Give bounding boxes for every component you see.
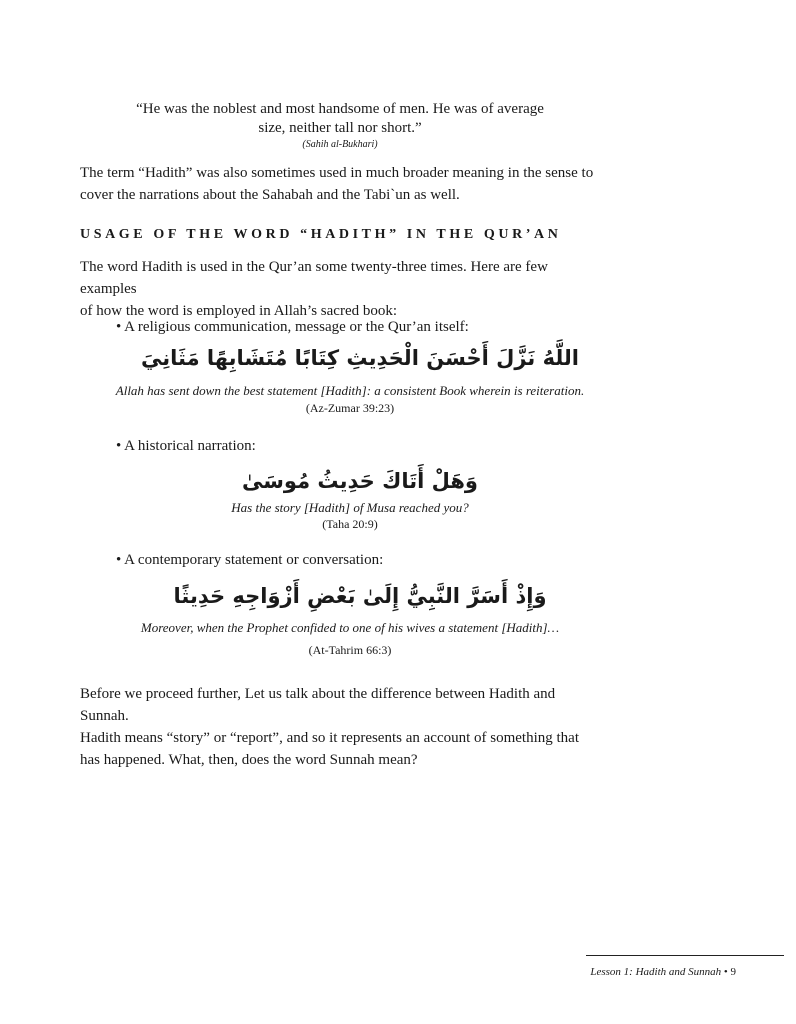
paragraph-line: cover the narrations about the Sahabah and the Tabi`un as well. bbox=[80, 187, 460, 203]
paragraph-line: Hadith means “story” or “report”, and so it represents an account of something that bbox=[80, 730, 580, 746]
opening-quote bbox=[80, 100, 600, 152]
verse-translation-1: Allah has sent down the best statement [Hadith]: a consistent Book wherein is reiteration. bbox=[115, 383, 585, 398]
paragraph-hadith-broader-meaning bbox=[80, 162, 604, 206]
quote-line-1: “He was the noblest and most handsome of men. He was of average bbox=[136, 101, 544, 117]
footer-title: Lesson 1: Hadith and Sunnah bbox=[590, 966, 722, 978]
page-footer bbox=[540, 966, 736, 978]
page-number: 9 bbox=[730, 966, 736, 978]
paragraph-line: of how the word is employed in Allah’s sacred book: bbox=[80, 303, 398, 319]
quote-line-2: size, neither tall nor short.” bbox=[258, 120, 422, 136]
arabic-verse-3: وَإِذْ أَسَرَّ النَّبِيُّ إِلَىٰ بَعْضِ أَزْوَاجِهِ حَدِيثًا bbox=[173, 584, 547, 608]
paragraph-line: The word Hadith is used in the Qur’an some twenty-three times. Here are few examples bbox=[80, 259, 548, 297]
verse-reference-3: (At-Tahrim 66:3) bbox=[308, 643, 392, 657]
footer-divider bbox=[586, 955, 784, 956]
quote-citation: (Sahih al-Bukhari) bbox=[302, 139, 378, 150]
paragraph-hadith-vs-sunnah bbox=[80, 683, 604, 771]
footer-separator: • bbox=[723, 966, 728, 978]
example-bullet-3: • A contemporary statement or conversation: bbox=[116, 552, 384, 568]
verse-reference-1: (Az-Zumar 39:23) bbox=[305, 401, 395, 415]
arabic-verse-1: اللَّهُ نَزَّلَ أَحْسَنَ الْحَدِيثِ كِتَابًا مُتَشَابِهًا مَثَانِيَ bbox=[141, 346, 579, 370]
paragraph-usage-intro bbox=[80, 256, 604, 322]
verse-translation-2: Has the story [Hadith] of Musa reached you? bbox=[231, 500, 469, 515]
example-bullet-1: • A religious communication, message or the Qur’an itself: bbox=[116, 319, 469, 335]
verse-translation-3: Moreover, when the Prophet confided to one of his wives a statement [Hadith]… bbox=[140, 620, 560, 635]
arabic-verse-2: وَهَلْ أَتَاكَ حَدِيثُ مُوسَىٰ bbox=[242, 469, 478, 493]
paragraph-line: The term “Hadith” was also sometimes used in much broader meaning in the sense to bbox=[80, 165, 594, 181]
paragraph-line: has happened. What, then, does the word Sunnah mean? bbox=[80, 752, 418, 768]
example-bullet-2: • A historical narration: bbox=[116, 438, 256, 454]
paragraph-line: Before we proceed further, Let us talk about the difference between Hadith and Sunnah. bbox=[80, 686, 556, 724]
section-heading: USAGE OF THE WORD “HADITH” IN THE QUR’AN bbox=[80, 227, 562, 242]
verse-reference-2: (Taha 20:9) bbox=[322, 517, 378, 531]
